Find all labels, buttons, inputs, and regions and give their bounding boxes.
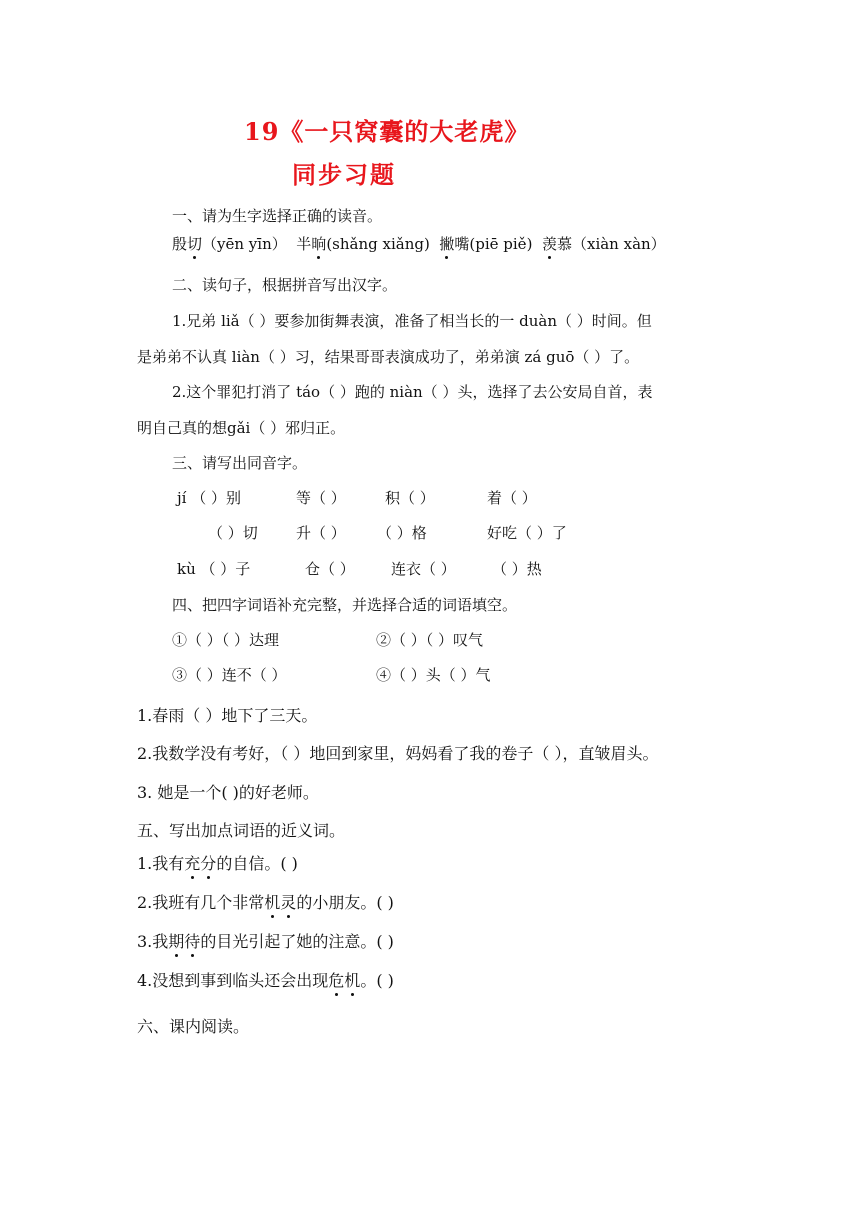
s3-r1-c4: 着（ ） (487, 489, 537, 507)
section1-items (172, 234, 666, 254)
s3-r1-c2: 等（ ） (296, 489, 346, 507)
s3-r1-c1: jí （ ）别 (177, 489, 241, 507)
s4-word-3: ③（ ）连不（ ） (172, 666, 287, 684)
s2-q2-line2: 明自己真的想gǎi（ ）邪归正。 (137, 419, 346, 437)
section1-heading: 一、请为生字选择正确的读音。 (172, 207, 383, 225)
worksheet-subtitle: 同步习题 (292, 160, 396, 189)
s1-item-4: 羡慕（xiàn xàn） (541, 235, 666, 253)
s2-q1-line1: 1.兄弟 liǎ（ ）要参加街舞表演，准备了相当长的一 duàn（ ）时间。但 (172, 312, 652, 330)
s3-r2-c2: 升（ ） (296, 524, 346, 542)
section6-heading: 六、课内阅读。 (137, 1017, 250, 1036)
s3-r1-c3: 积（ ） (385, 489, 435, 507)
s1-item-1: 殷切（yēn yīn） (172, 235, 287, 253)
emphasis-dot-char: 危 (328, 971, 345, 990)
s1-item-2: 半晌(shǎng xiǎng) (296, 235, 430, 253)
s4-sentence-3: 3. 她是一个( )的好老师。 (137, 783, 319, 802)
emphasis-dot-char: 灵 (280, 893, 297, 912)
s3-r3-c1: kù （ ）子 (177, 560, 251, 578)
emphasis-dot-char: 羡 (541, 235, 557, 253)
emphasis-dot-char: 期 (168, 932, 185, 951)
emphasis-dot-char: 晌 (311, 235, 327, 253)
section2-heading: 二、读句子，根据拼音写出汉字。 (172, 276, 398, 294)
s2-q1-line2: 是弟弟不认真 liàn（ ）习，结果哥哥表演成功了，弟弟演 zá guō（ ）了。 (137, 348, 640, 366)
s4-sentence-1: 1.春雨（ ）地下了三天。 (137, 706, 318, 725)
section3-heading: 三、请写出同音字。 (172, 454, 308, 472)
s1-item-3: 撇嘴(piē piě) (439, 235, 533, 253)
emphasis-dot-char: 撇 (439, 235, 455, 253)
s4-sentence-2: 2.我数学没有考好，（ ）地回到家里，妈妈看了我的卷子（ ），直皱眉头。 (137, 744, 659, 763)
s2-q2-line1: 2.这个罪犯打消了 táo（ ）跑的 niàn（ ）头，选择了去公安局自首，表 (172, 383, 653, 401)
emphasis-dot-char: 充 (184, 854, 201, 873)
s5-q1: 1.我有充分的自信。( ) (137, 854, 298, 873)
emphasis-dot-char: 切 (187, 235, 203, 253)
s3-r2-c4: 好吃（ ）了 (487, 524, 567, 542)
s4-word-1: ①（ ）（ ）达理 (172, 631, 280, 649)
section5-heading: 五、写出加点词语的近义词。 (137, 821, 346, 840)
s5-q4: 4.没想到事到临头还会出现危机。( ) (137, 971, 394, 990)
s3-r2-c1: （ ）切 (208, 524, 258, 542)
emphasis-dot-char: 机 (264, 893, 281, 912)
s4-word-4: ④（ ）头（ ）气 (376, 666, 491, 684)
s4-word-2: ②（ ）（ ）叹气 (376, 631, 484, 649)
s5-q2: 2.我班有几个非常机灵的小朋友。( ) (137, 893, 394, 912)
section4-heading: 四、把四字词语补充完整，并选择合适的词语填空。 (172, 596, 518, 614)
worksheet-title: 19《一只窝囊的大老虎》 (244, 117, 530, 146)
emphasis-dot-char: 分 (200, 854, 217, 873)
emphasis-dot-char: 待 (184, 932, 201, 951)
s3-r3-c3: 连衣（ ） (391, 560, 456, 578)
s3-r2-c3: （ ）格 (377, 524, 427, 542)
s5-q3: 3.我期待的目光引起了她的注意。( ) (137, 932, 394, 951)
emphasis-dot-char: 机 (344, 971, 361, 990)
s3-r3-c4: （ ）热 (492, 560, 542, 578)
s3-r3-c2: 仓（ ） (305, 560, 355, 578)
